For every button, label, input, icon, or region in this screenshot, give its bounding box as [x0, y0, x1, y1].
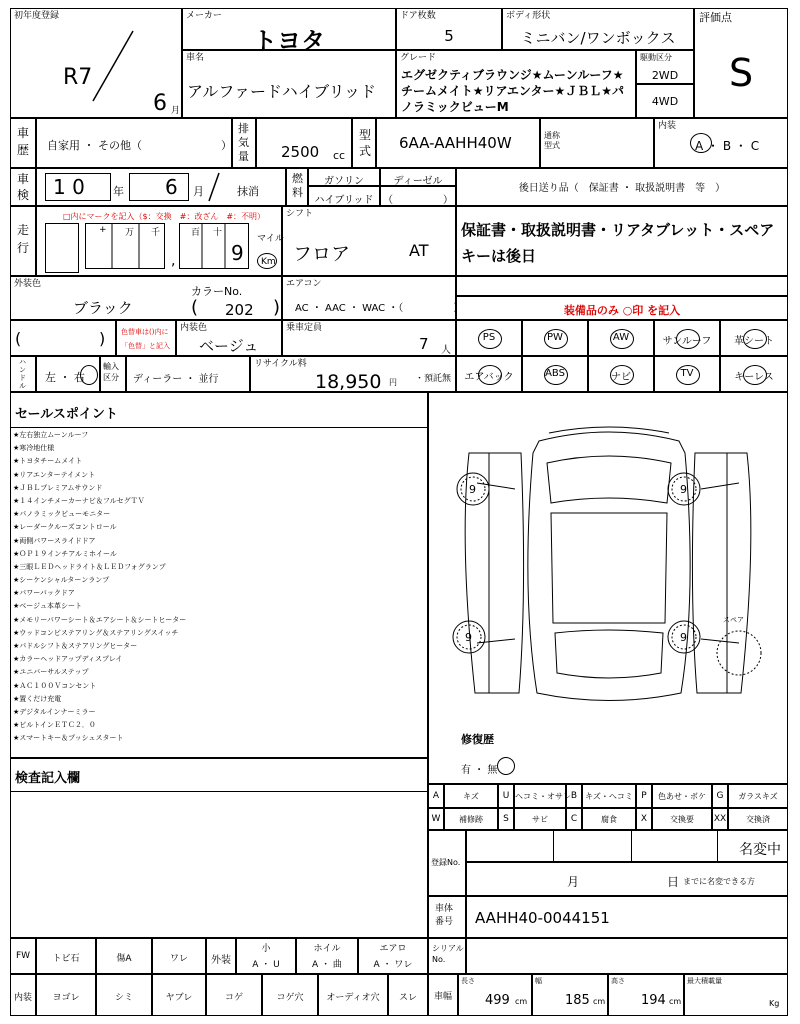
car-diagram-box [428, 392, 788, 784]
blank-cell-a [456, 276, 788, 296]
fuel-label-cell [286, 168, 308, 206]
length-value: 499 [485, 993, 510, 1008]
legend2-code-3-cell [566, 808, 582, 830]
legend-desc-2-cell [514, 784, 571, 808]
color-paren-open: ( [191, 297, 199, 318]
drive-2wd: 2WD [651, 69, 679, 82]
capacity-cell [282, 320, 456, 356]
inspection-cell [36, 168, 286, 206]
serial-label: シリアルNo. [432, 944, 464, 964]
width-unit: cm [593, 997, 606, 1006]
sales-point-item: ★シーケンシャルターンランプ [13, 576, 110, 585]
car-name-label: 車名 [186, 53, 205, 63]
bottom-r1-4: ワレ [169, 953, 188, 964]
repair-options: 有 ・ 無 [461, 765, 498, 776]
color-change-note-cell [116, 320, 176, 356]
width-cell [532, 974, 608, 1016]
bottom-r2-5: コゲ [224, 992, 243, 1003]
history-options: 自家用 ・ その他（ [47, 139, 142, 152]
legend2-code-2-cell [498, 808, 514, 830]
wheel-cell [296, 938, 358, 974]
unit-sen: 千 [151, 228, 161, 238]
bottom-r1-2-cell [36, 938, 96, 974]
legend-code-2-cell [498, 784, 514, 808]
tire-fr: 9 [680, 483, 687, 496]
serial-label-cell [428, 938, 466, 974]
size-label-cell [428, 974, 458, 1016]
doors-cell [396, 8, 502, 50]
month-unit-2: 月 [193, 185, 204, 198]
bottom-r2-7: オーディオ穴 [326, 992, 380, 1003]
mileage-label-cell [10, 206, 36, 276]
car-name-value: アルファードハイブリッド [187, 82, 376, 101]
equip-4: サンルーフ [662, 336, 712, 347]
inspection-notes-title: 検査記入欄 [15, 771, 81, 786]
equip-10-cell [720, 356, 788, 392]
tire-rl: 9 [465, 631, 472, 644]
reg-label-cell [428, 830, 466, 896]
later-docs-cell [456, 206, 788, 276]
bottom-r2-4-cell [152, 974, 206, 1016]
legend-desc-1: キズ [463, 792, 479, 801]
recycle-value: 18,950 [315, 371, 382, 393]
sales-point-item: ★置くだけ充電 [13, 694, 62, 703]
gasoline: ガソリン [324, 176, 364, 187]
interior-cell [654, 118, 788, 168]
length-label: 長さ [461, 977, 475, 985]
score-cell [694, 8, 788, 118]
legend-code-3: B [570, 790, 578, 801]
small-label: 小 [261, 944, 271, 954]
equip-7: ABS [545, 368, 565, 379]
aircon-cell [282, 276, 464, 320]
handle-right-circle [80, 365, 98, 385]
legend-desc-5-cell [728, 784, 788, 808]
legend2-desc-5-cell [728, 808, 788, 830]
doors-value: 5 [444, 27, 454, 45]
later-docs-header-cell [456, 168, 788, 206]
import-label-cell [100, 356, 126, 392]
size-label: 車幅 [433, 992, 452, 1002]
recycle-note: ・預託無 [415, 374, 452, 384]
exterior-label-cell [206, 938, 236, 974]
unit-man: 万 [125, 228, 135, 238]
first-reg-era: R7 [63, 65, 93, 90]
equipment-header-cell [456, 296, 788, 320]
displacement-label: 排気量 [238, 122, 249, 163]
int-color-label: 内装色 [180, 323, 208, 333]
vin-cell [466, 896, 788, 938]
hybrid-cell [308, 186, 380, 206]
body-cell [502, 8, 694, 50]
bottom-r2-3: シミ [114, 992, 133, 1003]
legend-code-5-cell [712, 784, 728, 808]
legend2-desc-1: 補修跡 [459, 815, 483, 824]
bottom-r1-3-cell [96, 938, 152, 974]
history-close: ） [221, 139, 232, 152]
legend-desc-3-cell [582, 784, 636, 808]
legend2-desc-5: 交換済 [746, 815, 770, 824]
legend2-desc-3-cell [582, 808, 636, 830]
capacity-label: 乗車定員 [286, 323, 323, 333]
color-change-cell: ( ) [10, 320, 116, 356]
legend2-desc-2-cell [514, 808, 566, 830]
equip-5-cell [720, 320, 788, 356]
legend-desc-1-cell [444, 784, 498, 808]
change-note-1: 色替車は()内に [121, 328, 169, 336]
vin-label-cell [428, 896, 466, 938]
bottom-r1-1-cell [10, 938, 36, 974]
serial-cell [466, 938, 788, 974]
inspection-month: 6 [165, 175, 178, 199]
mileage-note: □内にマークを記入（$：交換 #：改ざん #：不明） [63, 212, 266, 221]
tire-fl: 9 [469, 483, 476, 496]
history-cell [36, 118, 232, 168]
aero-label: エアロ [379, 944, 407, 954]
bottom-r2-2-cell [36, 974, 96, 1016]
first-registration-cell [10, 8, 182, 118]
bottom-r2-8: スレ [398, 992, 417, 1003]
capacity-value: 7 [419, 335, 429, 353]
equip-6-cell [456, 356, 522, 392]
deadline-cell [466, 862, 788, 896]
aircon-options: AC ・ AAC ・ WAC ・（ ） [295, 303, 464, 314]
bottom-r2-7-cell [318, 974, 388, 1016]
sales-point-item: ★三眼ＬＥＤヘッドライト＆ＬＥＤフォグランプ [13, 562, 166, 571]
sales-point-item: ★メモリーパワーシート＆エアシート＆シートヒーター [13, 615, 187, 624]
payload-unit: Kg [769, 999, 780, 1008]
legend-code-3-cell [566, 784, 582, 808]
equip-1-cell [456, 320, 522, 356]
inspection-label: 車検 [17, 172, 30, 202]
common-model-cell [540, 118, 654, 168]
legend2-desc-1-cell [444, 808, 498, 830]
car-name-cell [182, 50, 396, 118]
height-value: 194 [641, 993, 666, 1008]
drive-4wd-cell [636, 84, 694, 118]
payload-label: 最大積載量 [687, 977, 722, 985]
first-reg-month: 6 [153, 91, 167, 116]
unit-ju: 十 [213, 228, 223, 238]
int-color-value: ベージュ [199, 337, 259, 355]
bottom-r2-4: ヤブレ [165, 992, 193, 1003]
bottom-r1-2: トビ石 [52, 953, 80, 964]
history-label: 車歴 [17, 126, 30, 157]
legend-code-1-cell [428, 784, 444, 808]
aircon-label: エアコン [286, 279, 322, 289]
bottom-r2-1: 内装 [13, 992, 32, 1003]
equip-9-cell [654, 356, 720, 392]
legend-desc-2: ヘコミ・オサレ [515, 792, 571, 801]
bottom-r1-4-cell [152, 938, 206, 974]
score-value: S [728, 51, 754, 95]
displacement-value: 2500 [281, 143, 320, 161]
diesel-cell [380, 168, 456, 186]
sales-point-item: ★レーダークルーズコントロール [13, 523, 117, 532]
legend2-desc-4-cell [652, 808, 712, 830]
equip-2: PW [547, 332, 563, 343]
drive-2wd-cell [636, 50, 694, 84]
equip-10: キーレス [734, 372, 774, 383]
sales-points-list [13, 429, 186, 746]
handle-options: 左 ・ 右 [45, 371, 85, 384]
sales-point-item: ★スマートキー＆プッシュスタート [13, 734, 124, 743]
wheel-label: ホイル [313, 944, 341, 954]
diesel: ディーゼル [393, 176, 443, 187]
grade-value: エグゼクティブラウンジ★ムーンルーフ★チームメイト★リアエンター★ＪＢＬ★パノラミックビューM [401, 68, 624, 114]
import-label: 輸入区分 [103, 362, 119, 382]
equip-3-cell [588, 320, 654, 356]
interior-label: 内装 [658, 121, 677, 131]
sales-point-item: ★ＯＰ１９インチアルミホイール [13, 549, 117, 558]
equip-7-cell [522, 356, 588, 392]
legend2-code-2: S [503, 813, 509, 824]
hybrid: ハイブリッド [314, 195, 374, 206]
sales-point-item: ★寒冷地仕様 [13, 444, 55, 453]
equip-5: 革シート [734, 336, 774, 347]
deadline-month: 月 [567, 875, 580, 889]
gasoline-cell [308, 168, 380, 186]
aero-opts: A ・ ワレ [373, 960, 413, 970]
equip-3: AW [612, 332, 630, 343]
height-label: 高さ [611, 977, 625, 985]
sales-point-item: ★ベージュ本革シート [13, 602, 82, 611]
sales-point-item: ★パノラミックビューモニター [13, 510, 111, 519]
shift-type: フロア [293, 243, 351, 265]
color-no-value: 202 [225, 301, 254, 319]
aero-cell [358, 938, 428, 974]
int-color-cell [176, 320, 282, 356]
wheel-opts: A ・ 曲 [312, 960, 342, 970]
maker-label: メーカー [186, 11, 222, 21]
width-value: 185 [565, 993, 590, 1008]
width-label: 幅 [535, 977, 542, 985]
name-change: 名変中 [739, 842, 781, 858]
drive-label: 駆動区分 [640, 53, 672, 62]
equip-8: ナビ [611, 372, 631, 383]
year-unit: 年 [113, 185, 124, 198]
sales-point-item: ★パワーバックドア [13, 589, 75, 598]
body-label: ボディ形状 [506, 11, 551, 21]
grade-label: グレード [400, 53, 437, 63]
sales-point-item: ★カラーヘッドアップディスプレイ [13, 655, 123, 664]
fuel-label: 燃料 [292, 172, 303, 199]
legend2-code-5: XX [713, 813, 727, 824]
color-no-label: カラーNo. [191, 285, 243, 298]
model-cell [376, 118, 540, 168]
fuel-other-cell [380, 186, 456, 206]
bottom-r2-1-cell [10, 974, 36, 1016]
sales-point-item: ★両側パワースライドドア [13, 536, 96, 545]
legend2-desc-2: サビ [532, 815, 548, 824]
sales-point-item: ★パドルシフト＆ステアリングヒーター [13, 642, 138, 650]
deadline-text: までに名変できる方 [683, 877, 755, 886]
body-value: ミニバン/ワンボックス [520, 29, 676, 47]
common-model-label: 通称型式 [544, 131, 560, 150]
deadline-day: 日 [667, 875, 680, 889]
bottom-r2-8-cell [388, 974, 428, 1016]
drive-4wd: 4WD [651, 95, 679, 108]
legend-desc-4: 色あせ・ボケ [658, 792, 706, 801]
tire-rr: 9 [680, 631, 687, 644]
maker-cell [182, 8, 396, 55]
handle-cell [36, 356, 100, 392]
legend2-desc-3: 腐食 [601, 815, 617, 824]
sales-points-title: セールスポイント [15, 407, 118, 422]
mileage-label: 走行 [17, 223, 30, 255]
bottom-r2-2: ヨゴレ [52, 992, 80, 1003]
import-options: ディーラー ・ 並行 [133, 374, 219, 385]
km-circle [257, 253, 277, 269]
sales-point-item: ★ウッドコンビステアリング＆ステアリングスイッチ [13, 628, 179, 637]
small-cell [236, 938, 296, 974]
capacity-unit: 人 [441, 345, 451, 356]
inspection-month-box [129, 173, 189, 201]
grade-cell [396, 50, 636, 118]
height-unit: cm [669, 997, 682, 1006]
maker-value: トヨタ [253, 27, 325, 55]
unit-hyaku: 百 [191, 228, 201, 238]
displacement-label-cell [232, 118, 256, 168]
bottom-r2-3-cell [96, 974, 152, 1016]
interior-grades: A ・ B ・ C [695, 139, 760, 153]
small-opts: A ・ U [252, 960, 280, 970]
fuel-other: （ ） [383, 195, 453, 206]
vin-value: AAHH40-0044151 [475, 909, 610, 927]
legend2-code-5-cell [712, 808, 728, 830]
model-value: 6AA-AAHH40W [399, 134, 512, 152]
inspection-notes-box [10, 758, 428, 938]
cc-unit: cc [333, 149, 346, 162]
bottom-r2-6: コゲ穴 [276, 992, 304, 1003]
handle-label-cell [10, 356, 36, 392]
handle-label: ハンドル [19, 358, 26, 390]
length-cell [458, 974, 532, 1016]
mile-unit: マイル [257, 234, 284, 244]
legend2-code-3: C [570, 813, 578, 824]
sales-point-item: ★デジタルインナーミラー [13, 707, 96, 716]
inspection-year: 1 0 [53, 175, 85, 199]
legend2-code-4-cell [636, 808, 652, 830]
sales-point-item: ★ユニバーサルステップ [13, 668, 89, 677]
sales-point-item: ★左右独立ムーンルーフ [13, 431, 89, 439]
model-label: 型式 [359, 128, 372, 158]
mileage-cell: □内にマークを記入（$：交換 #：改ざん #：不明） + 万 千 , 百 十 9 マイル Km [36, 206, 282, 276]
color-paren-close: ) [273, 297, 281, 318]
legend-code-5: G [716, 790, 724, 801]
height-cell [608, 974, 684, 1016]
reg-row-cell [466, 830, 788, 862]
length-unit: cm [515, 997, 528, 1006]
km-unit: Km [261, 257, 276, 267]
equip-8-cell [588, 356, 654, 392]
legend2-desc-4: 交換要 [670, 815, 694, 824]
mileage-last-digit: 9 [231, 241, 244, 265]
legend2-code-1: W [431, 813, 441, 824]
legend-code-1: A [432, 790, 440, 801]
sales-point-item: ★リアエンターテイメント [13, 470, 96, 479]
ext-color-cell [10, 276, 282, 320]
repair-none-circle [497, 757, 515, 775]
month-unit: 月 [171, 106, 181, 116]
bottom-r1-1: FW [15, 950, 31, 961]
later-docs-text: 保証書・取扱説明書・リアタブレット・スペアキーは後日 [461, 221, 775, 265]
legend2-code-4: X [640, 813, 648, 824]
history-label-cell [10, 118, 36, 168]
legend2-code-1-cell [428, 808, 444, 830]
sales-point-item: ★ビルトインＥＴＣ２．０ [13, 721, 96, 730]
doors-label: ドア枚数 [400, 11, 436, 21]
shift-cell [282, 206, 456, 276]
inspection-label-cell [10, 168, 36, 206]
repair-label: 修復歴 [461, 733, 494, 746]
payload-cell [684, 974, 788, 1016]
import-cell [126, 356, 250, 392]
legend-code-4: P [641, 790, 647, 801]
recycle-unit: 円 [389, 378, 397, 387]
equipment-header: 装備品のみ ○印 を記入 [563, 304, 681, 317]
legend-code-2: U [502, 790, 510, 801]
recycle-label: リサイクル料 [254, 359, 307, 369]
bottom-r1-3: 傷A [116, 953, 132, 964]
ext-color-value: ブラック [73, 299, 133, 317]
sales-points-box [10, 392, 428, 758]
legend-desc-3: キズ・ヘコミ [585, 792, 633, 801]
bottom-r2-5-cell [206, 974, 262, 1016]
legend-code-4-cell [636, 784, 652, 808]
cancelled-label: 抹消 [237, 185, 259, 198]
model-label-cell [352, 118, 376, 168]
first-reg-label: 初年度登録 [14, 11, 60, 21]
vin-label: 車体番号 [435, 904, 454, 927]
change-note-2: 「色替」と記入 [121, 342, 170, 350]
shift-label: シフト [286, 209, 314, 219]
sales-point-item: ★ＡＣ１００Ｖコンセント [13, 681, 97, 690]
recycle-cell [250, 356, 456, 392]
transmission: AT [409, 241, 429, 260]
car-diagram [429, 393, 787, 723]
legend-desc-5: ガラスキズ [738, 792, 778, 801]
equip-4-cell [654, 320, 720, 356]
spare-label: スペア [723, 616, 744, 624]
score-label: 評価点 [699, 11, 732, 24]
later-docs-label: 後日送り品（ 保証書 ・ 取扱説明書 等 ） [518, 183, 726, 194]
legend-desc-4-cell [652, 784, 712, 808]
displacement-cell [256, 118, 352, 168]
equip-6: エアバック [464, 372, 514, 383]
sales-point-item: ★トヨタチームメイト [13, 457, 83, 466]
bottom-r2-6-cell [262, 974, 318, 1016]
exterior-label: 外装 [211, 955, 231, 966]
equip-1: PS [482, 332, 496, 343]
ext-color-label: 外装色 [14, 279, 42, 289]
sales-point-item: ★１４インチメーカーナビ＆フルセグＴＶ [13, 496, 145, 505]
sales-point-item: ★ＪＢＬプレミアムサウンド [13, 483, 103, 492]
reg-label: 登録No. [431, 858, 461, 867]
equip-9: TV [680, 368, 694, 379]
equip-2-cell [522, 320, 588, 356]
interior-a-circle [690, 133, 712, 153]
